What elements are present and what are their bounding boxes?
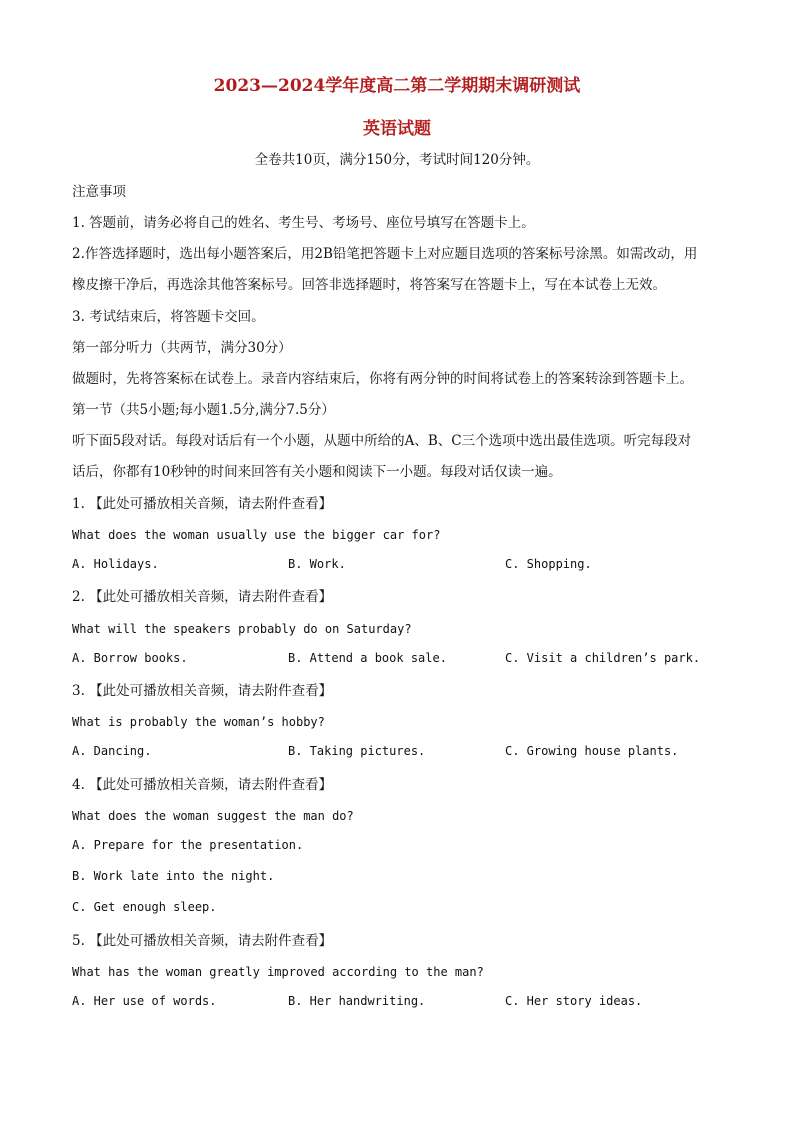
note-item-3: 3. 考试结束后，将答题卡交回。	[72, 309, 265, 325]
question-3-audio-label[interactable]: 3. 【此处可播放相关音频，请去附件查看】	[72, 683, 333, 699]
question-1-option-a[interactable]: A. Holidays.	[72, 557, 159, 571]
question-3-text: What is probably the woman’s hobby?	[72, 715, 325, 729]
section1-instruction-line-2: 话后，你都有10秒钟的时间来回答有关小题和阅读下一小题。每段对话仅读一遍。	[72, 464, 562, 480]
question-1-text: What does the woman usually use the bigger car for?	[72, 528, 441, 542]
question-1-audio-label[interactable]: 1. 【此处可播放相关音频，请去附件查看】	[72, 496, 333, 512]
exam-info: 全卷共10页，满分150分，考试时间120分钟。	[254, 152, 540, 168]
question-2-option-c[interactable]: C. Visit a children’s park.	[505, 651, 701, 665]
question-2-audio-label[interactable]: 2. 【此处可播放相关音频，请去附件查看】	[72, 589, 333, 605]
part1-instruction: 做题时，先将答案标在试卷上。录音内容结束后，你将有两分钟的时间将试卷上的答案转涂到答题卡上。	[72, 371, 693, 387]
question-5-audio-label[interactable]: 5. 【此处可播放相关音频，请去附件查看】	[72, 933, 333, 949]
question-5-option-a[interactable]: A. Her use of words.	[72, 994, 217, 1008]
question-2-option-a[interactable]: A. Borrow books.	[72, 651, 188, 665]
question-4-text: What does the woman suggest the man do?	[72, 809, 354, 823]
question-4-option-a[interactable]: A. Prepare for the presentation.	[72, 838, 304, 852]
question-5-option-b[interactable]: B. Her handwriting.	[288, 994, 426, 1008]
question-5-option-c[interactable]: C. Her story ideas.	[505, 994, 643, 1008]
exam-title: 2023—2024学年度高二第二学期期末调研测试	[213, 76, 581, 96]
question-3-option-b[interactable]: B. Taking pictures.	[288, 744, 426, 758]
note-item-2-line-2: 橡皮擦干净后，再选涂其他答案标号。回答非选择题时，将答案写在答题卡上，写在本试卷上无效。	[72, 277, 666, 293]
question-2-option-b[interactable]: B. Attend a book sale.	[288, 651, 447, 665]
question-4-option-c[interactable]: C. Get enough sleep.	[72, 900, 217, 914]
note-item-1: 1. 答题前，请务必将自己的姓名、考生号、考场号、座位号填写在答题卡上。	[72, 215, 535, 231]
question-5-text: What has the woman greatly improved according to the man?	[72, 965, 484, 979]
question-3-option-a[interactable]: A. Dancing.	[72, 744, 152, 758]
question-1-option-b[interactable]: B. Work.	[288, 557, 346, 571]
question-4-option-b[interactable]: B. Work late into the night.	[72, 869, 275, 883]
question-2-text: What will the speakers probably do on Saturday?	[72, 622, 412, 636]
question-4-audio-label[interactable]: 4. 【此处可播放相关音频，请去附件查看】	[72, 777, 333, 793]
section1-instruction-line-1: 听下面5段对话。每段对话后有一个小题，从题中所给的A、B、C三个选项中选出最佳选项。听完每段对	[72, 433, 692, 449]
part1-heading: 第一部分听力（共两节，满分30分）	[72, 340, 292, 356]
notes-heading: 注意事项	[72, 184, 126, 200]
question-3-option-c[interactable]: C. Growing house plants.	[505, 744, 679, 758]
question-1-option-c[interactable]: C. Shopping.	[505, 557, 592, 571]
note-item-2-line-1: 2.作答选择题时，选出每小题答案后，用2B铅笔把答题卡上对应题目选项的答案标号涂黑。如需改动，用	[72, 246, 698, 262]
exam-subtitle: 英语试题	[363, 119, 431, 139]
section1-heading: 第一节（共5小题;每小题1.5分,满分7.5分）	[72, 402, 335, 418]
